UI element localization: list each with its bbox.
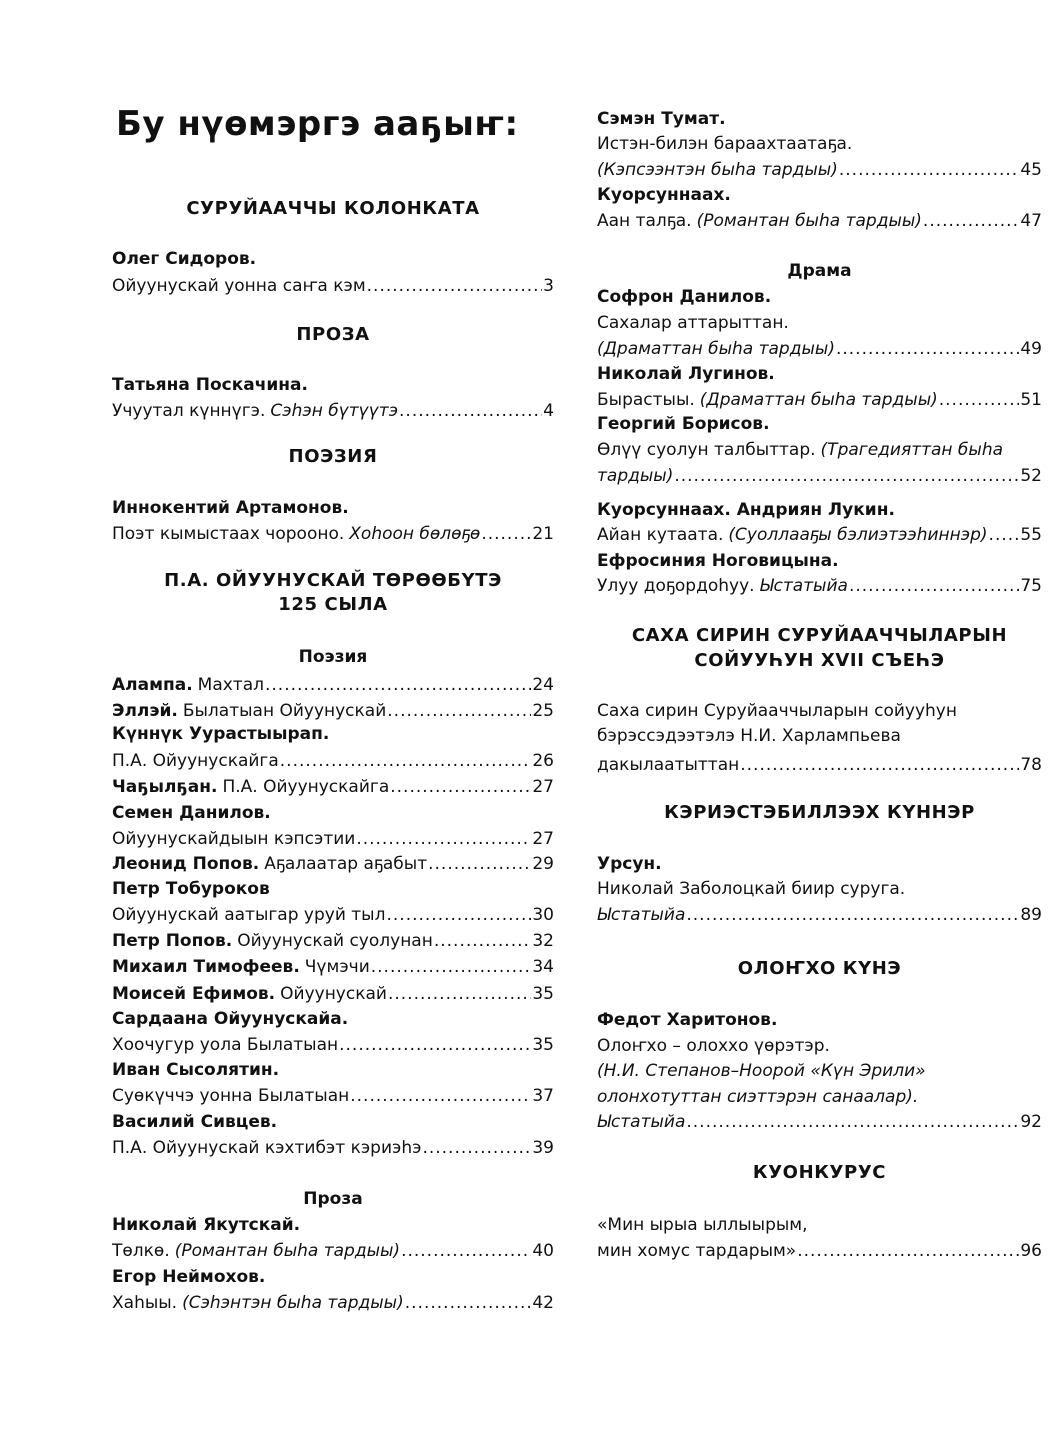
- genre-note: (Суоллааҕы бэлиэтээһиннэр): [728, 525, 988, 545]
- work-title: Хаһыы.: [112, 1293, 178, 1313]
- page-number: 51: [1020, 390, 1042, 410]
- leader-dots: [405, 1290, 532, 1316]
- toc-entry[interactable]: [112, 954, 554, 980]
- page-number: 92: [1020, 1112, 1042, 1132]
- toc-entry[interactable]: [112, 1032, 554, 1058]
- toc-entry[interactable]: [597, 522, 1042, 548]
- toc-entry[interactable]: [112, 672, 554, 698]
- toc-entry[interactable]: [597, 463, 1042, 489]
- toc-entry[interactable]: [112, 981, 554, 1007]
- leader-dots: [401, 1238, 531, 1264]
- page-number: 40: [532, 1241, 554, 1261]
- work-title: Былатыан Ойуунускай: [182, 701, 387, 721]
- page-number: 32: [532, 931, 554, 951]
- work-title: мин хомус тардарым»: [597, 1241, 797, 1261]
- toc-entry[interactable]: [597, 387, 1042, 413]
- page-title: Бу нүөмэргэ ааҕыҥ:: [116, 104, 519, 144]
- author-name: Георгий Борисов.: [597, 414, 770, 434]
- toc-author: [597, 361, 1042, 387]
- author-name: Олег Сидоров.: [112, 249, 257, 269]
- section-heading-proza: ПРОЗА: [296, 324, 370, 345]
- toc-author: [112, 1057, 554, 1083]
- page-number: 21: [532, 524, 554, 544]
- leader-dots: [797, 1238, 1019, 1264]
- page-number: 75: [1020, 576, 1042, 596]
- genre-note: (Романтан быһа тардыы): [696, 211, 922, 231]
- genre-note: (Драматтан быһа тардыы): [597, 339, 835, 359]
- work-title: Өлүү суолун талбыттар.: [597, 440, 816, 460]
- page-number: 52: [1020, 466, 1042, 486]
- work-title: Учуутал күннүгэ.: [112, 401, 266, 421]
- toc-entry[interactable]: [597, 157, 1042, 183]
- toc-author: [112, 372, 554, 398]
- leader-dots: [839, 157, 1019, 183]
- work-title: Истэн-билэн бараахтаатаҕа.: [597, 134, 853, 154]
- toc-author: [597, 497, 1042, 523]
- section-heading-konkurs: КУОНКУРУС: [752, 1162, 887, 1183]
- author-name: Семен Данилов.: [112, 803, 271, 823]
- genre-note: Ыстатыйа: [597, 905, 686, 925]
- page-number: 26: [532, 751, 554, 771]
- work-title: Улуу доҕордоһуу.: [597, 576, 755, 596]
- author-name: Сардаана Ойуунускайа.: [112, 1009, 349, 1029]
- toc-entry[interactable]: [112, 1135, 554, 1161]
- work-title: Ойуунускай: [280, 984, 387, 1004]
- leader-dots: [367, 273, 543, 299]
- author-name: Николай Якутскай.: [112, 1215, 301, 1235]
- leader-dots: [399, 398, 542, 424]
- work-title: Ойуунускай суолунан: [237, 931, 433, 951]
- toc-author: [112, 495, 554, 521]
- genre-note: (Кэпсээнтэн быһа тардыы): [597, 160, 838, 180]
- work-title: Николай Заболоцкай биир суруга.: [597, 879, 906, 899]
- author-name: Софрон Данилов.: [597, 287, 772, 307]
- page-number: 45: [1020, 160, 1042, 180]
- genre-note: олонхотуттан сиэттэрэн санаалар).: [597, 1087, 919, 1107]
- page-number: 4: [543, 401, 554, 421]
- leader-dots: [356, 826, 531, 852]
- leader-dots: [674, 463, 1019, 489]
- page-number: 27: [532, 777, 554, 797]
- leader-dots: [740, 752, 1019, 778]
- toc-entry[interactable]: [112, 521, 554, 547]
- work-title: Ойуунускай уонна саҥа кэм: [112, 276, 366, 296]
- work-title: Аан талҕа.: [597, 211, 692, 231]
- page-number: 3: [543, 276, 554, 296]
- author-name: Татьяна Поскачина.: [112, 375, 308, 395]
- section-heading-anniversary-line2: 125 СЫЛА: [278, 594, 388, 615]
- toc-entry[interactable]: [112, 1290, 554, 1316]
- leader-dots: [836, 336, 1019, 362]
- author-name: Петр Попов.: [112, 931, 233, 951]
- genre-note: Ыстатыйа: [597, 1112, 686, 1132]
- genre-note: Сэһэн бүтүүтэ: [270, 401, 399, 421]
- toc-entry[interactable]: [112, 928, 554, 954]
- toc-work-line: [597, 437, 1042, 463]
- work-title: Хоочугур уола Былатыан: [112, 1035, 339, 1055]
- work-title: П.А. Ойуунускай кэхтибэт кэриэһэ: [112, 1138, 422, 1158]
- page-number: 35: [532, 1035, 554, 1055]
- toc-entry[interactable]: [597, 902, 1042, 928]
- author-name: Күннүк Уурастыырап.: [112, 724, 330, 744]
- toc-entry[interactable]: [112, 774, 554, 800]
- author-name: Федот Харитонов.: [597, 1010, 778, 1030]
- genre-note: тардыы): [597, 466, 674, 486]
- work-title: Айан кутаата.: [597, 525, 724, 545]
- genre-note: Ыстатыйа: [759, 576, 848, 596]
- section-heading-poeziya: ПОЭЗИЯ: [288, 446, 378, 467]
- toc-work-line: [597, 698, 1042, 724]
- toc-author: [112, 1109, 554, 1135]
- work-title: П.А. Ойуунускайга: [112, 751, 279, 771]
- author-name: Ефросиния Ноговицына.: [597, 551, 839, 571]
- leader-dots: [939, 387, 1020, 413]
- leader-dots: [428, 851, 531, 877]
- toc-work-line: [597, 876, 1042, 902]
- genre-note: (Романтан быһа тардыы): [174, 1241, 401, 1261]
- page-number: 39: [532, 1138, 554, 1158]
- toc-author: [112, 721, 554, 747]
- section-heading-olonkho: ОЛОҤХО КҮНЭ: [737, 958, 902, 979]
- leader-dots: [350, 1083, 531, 1109]
- leader-dots: [686, 1109, 1019, 1135]
- page-number: 47: [1020, 211, 1042, 231]
- section-heading-kunner: КЭРИЭСТЭБИЛЛЭЭХ КҮННЭР: [664, 802, 975, 823]
- leader-dots: [390, 774, 531, 800]
- work-title: бэрэссэдээтэлэ Н.И. Харлампьева: [597, 726, 901, 746]
- leader-dots: [265, 672, 531, 698]
- toc-author: [597, 548, 1042, 574]
- toc-work-line: [597, 1084, 1042, 1110]
- page-number: 29: [532, 854, 554, 874]
- work-title: П.А. Ойуунускайга: [222, 777, 390, 797]
- subsection-heading-drama: Драма: [787, 261, 852, 281]
- leader-dots: [280, 748, 532, 774]
- subsection-heading-proza: Проза: [303, 1189, 363, 1209]
- author-name: Куорсуннаах.: [597, 185, 731, 205]
- page-number: 25: [532, 701, 554, 721]
- author-name: Леонид Попов.: [112, 854, 260, 874]
- toc-entry[interactable]: [597, 1238, 1042, 1264]
- toc-entry[interactable]: [597, 1109, 1042, 1135]
- page-number: 42: [532, 1293, 554, 1313]
- toc-author: [597, 106, 1042, 132]
- page-number: 96: [1020, 1241, 1042, 1261]
- toc-entry[interactable]: [112, 1238, 554, 1264]
- toc-author: [112, 1212, 554, 1238]
- author-name: Иннокентий Артамонов.: [112, 498, 349, 518]
- toc-entry[interactable]: [597, 208, 1042, 234]
- work-title: Махтал: [197, 675, 264, 695]
- work-title: Саха сирин Суруйааччыларын сойууһун: [597, 701, 957, 721]
- toc-author: [112, 1006, 554, 1032]
- page-number: 35: [532, 984, 554, 1004]
- genre-note: Хоһоон бөлөҕө: [349, 524, 481, 544]
- toc-author: [112, 1264, 554, 1290]
- page-number: 34: [532, 957, 554, 977]
- leader-dots: [989, 522, 1020, 548]
- leader-dots: [422, 1135, 531, 1161]
- leader-dots: [481, 521, 531, 547]
- subsection-heading-poeziya: Поэзия: [298, 647, 368, 667]
- work-title: Ойуунускай аатыгар уруй тыл: [112, 905, 386, 925]
- toc-work-line: [597, 1033, 1042, 1059]
- toc-entry[interactable]: [112, 1083, 554, 1109]
- author-name: Чаҕылҕан.: [112, 777, 218, 797]
- author-name: Василий Сивцев.: [112, 1112, 278, 1132]
- genre-note: (Сэһэнтэн быһа тардыы): [182, 1293, 404, 1313]
- toc-entry[interactable]: [112, 398, 554, 424]
- toc-author: [597, 182, 1042, 208]
- toc-work-line: [597, 131, 1042, 157]
- author-name: Николай Лугинов.: [597, 364, 775, 384]
- author-name: Урсун.: [597, 854, 662, 874]
- author-name: Моисей Ефимов.: [112, 984, 276, 1004]
- section-heading-kolonkata: СУРУЙААЧЧЫ КОЛОНКАТА: [186, 198, 480, 219]
- leader-dots: [388, 981, 531, 1007]
- work-title: Поэт кымыстаах чорооно.: [112, 524, 345, 544]
- leader-dots: [339, 1032, 531, 1058]
- work-title: Олоҥхо – олоххо үөрэтэр.: [597, 1036, 830, 1056]
- work-title: Чүмэчи: [304, 957, 370, 977]
- leader-dots: [386, 902, 531, 928]
- author-name: Егор Неймохов.: [112, 1267, 266, 1287]
- author-name: Эллэй.: [112, 701, 178, 721]
- toc-work-line: [597, 1212, 1042, 1238]
- toc-author: [112, 800, 554, 826]
- work-title: Төлкө.: [112, 1241, 170, 1261]
- section-heading-anniversary: П.А. ОЙУУНУСКАЙ ТӨРӨӨБҮТЭ: [164, 570, 502, 591]
- toc-entry[interactable]: [112, 273, 554, 299]
- page-number: 55: [1020, 525, 1042, 545]
- author-name: Иван Сысолятин.: [112, 1060, 280, 1080]
- toc-author: [112, 246, 554, 272]
- page-number: 30: [532, 905, 554, 925]
- leader-dots: [849, 573, 1019, 599]
- work-title: Бырастыы.: [597, 390, 695, 410]
- toc-entry[interactable]: [112, 902, 554, 928]
- author-name: Алампа.: [112, 675, 193, 695]
- toc-entry[interactable]: [112, 748, 554, 774]
- work-title: Суөкүччэ уонна Былатыан: [112, 1086, 350, 1106]
- toc-author: [597, 284, 1042, 310]
- toc-author: [597, 411, 1042, 437]
- work-title: Сахалар аттарыттан.: [597, 313, 789, 333]
- genre-note: (Трагедияттан быһа: [820, 440, 1004, 460]
- author-name: Сэмэн Тумат.: [597, 109, 726, 129]
- toc-entry[interactable]: [112, 851, 554, 877]
- toc-entry[interactable]: [112, 826, 554, 852]
- toc-work-line: [597, 1058, 1042, 1084]
- work-title: «Мин ырыа ыллыырым,: [597, 1215, 808, 1235]
- toc-entry[interactable]: [597, 752, 1042, 778]
- author-name: Михаил Тимофеев.: [112, 957, 300, 977]
- work-title: Аҕалаатар аҕабыт: [264, 854, 428, 874]
- author-name: Петр Тобуроков: [112, 879, 270, 899]
- toc-entry[interactable]: [597, 573, 1042, 599]
- author-name: Куорсуннаах. Андриян Лукин.: [597, 500, 895, 520]
- leader-dots: [686, 902, 1019, 928]
- toc-work-line: [597, 310, 1042, 336]
- toc-work-line: [597, 723, 1042, 749]
- toc-author: [597, 1007, 1042, 1033]
- section-heading-soyuz-line2: СОЙУУҺУН XVII СЪЕҺЭ: [694, 650, 945, 671]
- page-number: 27: [532, 829, 554, 849]
- leader-dots: [434, 928, 532, 954]
- work-title: Ойуунускайдыын кэпсэтии: [112, 829, 356, 849]
- page-number: 89: [1020, 905, 1042, 925]
- genre-note: (Н.И. Степанов–Ноорой «Күн Эрили»: [597, 1061, 926, 1081]
- toc-author: [112, 876, 554, 902]
- page-number: 24: [532, 675, 554, 695]
- work-title: дакылаатыттан: [597, 755, 740, 775]
- section-heading-soyuz: САХА СИРИН СУРУЙААЧЧЫЛАРЫН: [631, 625, 1008, 646]
- page-number: 49: [1020, 339, 1042, 359]
- toc-entry[interactable]: [597, 336, 1042, 362]
- genre-note: (Драматтан быһа тардыы): [699, 390, 938, 410]
- page-number: 78: [1020, 755, 1042, 775]
- leader-dots: [923, 208, 1019, 234]
- toc-author: [597, 851, 1042, 877]
- page-number: 37: [532, 1086, 554, 1106]
- leader-dots: [371, 954, 532, 980]
